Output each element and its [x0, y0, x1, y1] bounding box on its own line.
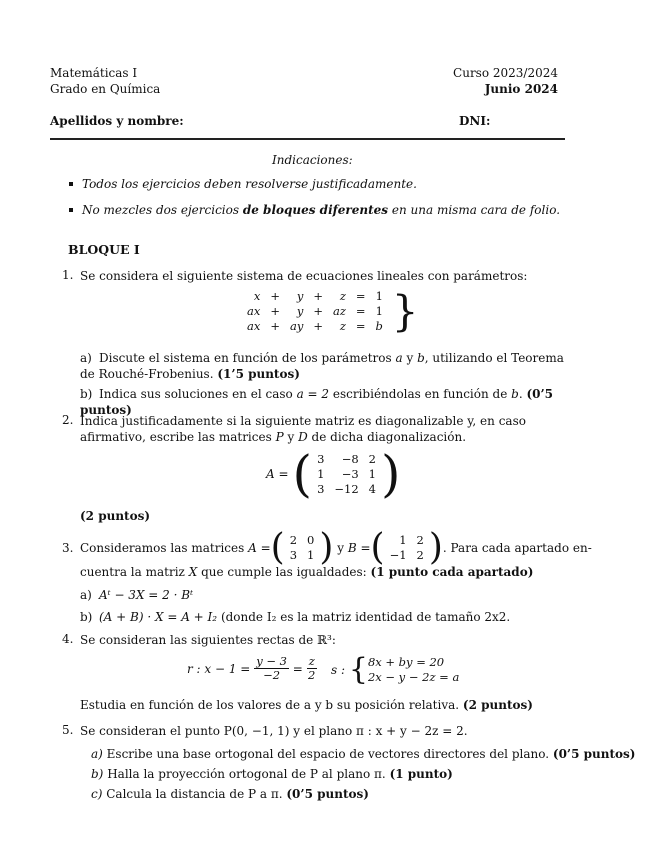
matrix-A: A = ( 3 −8 2 1 −3 1 3 −12 4 )	[266, 445, 401, 503]
exercise-1a: a) Discute el sistema en función de los parámetros a y b, utilizando el Teorema de Rouché-Frobenius. (1’5 puntos)	[80, 351, 564, 381]
exercise-3b: b) (A + B) · X = A + I₂ (donde I₂ es la matriz identidad de tamaño 2x2.	[80, 610, 511, 624]
exercise-1-text: Se considera el siguiente sistema de ecuaciones lineales con parámetros:	[80, 269, 528, 283]
bullet-icon	[69, 182, 73, 186]
exercise-5a: a) Escribe una base ortogonal del espacio de vectores directores del plano. (0’5 puntos)	[91, 747, 636, 761]
exercise-1-number: 1.	[62, 268, 74, 282]
bullet-icon	[69, 208, 73, 212]
instruction-2: No mezcles dos ejercicios de bloques diferentes en una misma cara de folio.	[82, 203, 561, 217]
course-name: Matemáticas I	[50, 66, 138, 80]
exercise-2-text: Indica justificadamente si la siguiente matriz es diagonalizable y, en caso afirmativo, escribe las matrices P y D de dicha diagonalización.	[80, 414, 526, 444]
exercise-4-text: Se consideran las siguientes rectas de ℝ³:	[80, 633, 336, 647]
id-label: DNI:	[459, 114, 491, 128]
exercise-3-text: Consideramos las matrices A = ( 2 0 3 1 ) y B = ( 1 2 −1 2 ) . Para cada apartado en-	[80, 527, 592, 568]
right-paren-icon: )	[428, 527, 443, 568]
line-r: r : x − 1 = $\frac{y - 3}{-2}$ = $\frac{z}{2}$	[187, 654, 316, 682]
instructions-title: Indicaciones:	[272, 153, 353, 167]
right-brace-icon: }	[391, 286, 419, 336]
exercise-4-number: 4.	[62, 632, 74, 646]
header-divider	[50, 138, 565, 140]
term: Curso 2023/2024	[453, 66, 558, 80]
line-s: s : { 8x + by = 20 2x − y − 2z = a	[331, 652, 460, 687]
left-paren-icon: (	[370, 527, 385, 568]
exercise-2-number: 2.	[62, 413, 74, 427]
block-title: BLOQUE I	[68, 242, 140, 257]
exercise-5-text: Se consideran el punto P(0, −1, 1) y el plano π : x + y − 2z = 2.	[80, 724, 468, 738]
exercise-2-points: (2 puntos)	[80, 509, 151, 523]
exercise-5b: b) Halla la proyección ortogonal de P al plano π. (1 punto)	[91, 767, 453, 781]
degree-name: Grado en Química	[50, 82, 161, 96]
exercise-1b: b) Indica sus soluciones en el caso a = 2 escribiéndolas en función de b. (0’5 puntos)	[80, 387, 554, 417]
exercise-3-number: 3.	[62, 541, 74, 555]
exercise-5-number: 5.	[62, 723, 74, 737]
exercise-5c: c) Calcula la distancia de P a π. (0’5 puntos)	[91, 787, 369, 801]
left-paren-icon: (	[270, 527, 285, 568]
instruction-1: Todos los ejercicios deben resolverse justificadamente.	[82, 177, 417, 191]
exercise-3-text-2: cuentra la matriz X que cumple las igualdades: (1 punto cada apartado)	[80, 565, 534, 579]
equation-system: x + y + z = 1 ax + y + az = 1 ax + ay + z = b }	[247, 286, 419, 336]
right-paren-icon: )	[319, 527, 334, 568]
exercise-4-study: Estudia en función de los valores de a y b su posición relativa. (2 puntos)	[80, 698, 533, 712]
exam-session: Junio 2024	[484, 82, 558, 96]
name-label: Apellidos y nombre:	[50, 114, 184, 128]
right-paren-icon: )	[381, 445, 401, 503]
left-brace-icon: {	[348, 652, 368, 687]
exercise-3a: a) Aᵗ − 3X = 2 · Bᵗ	[80, 588, 194, 602]
left-paren-icon: (	[292, 445, 313, 503]
